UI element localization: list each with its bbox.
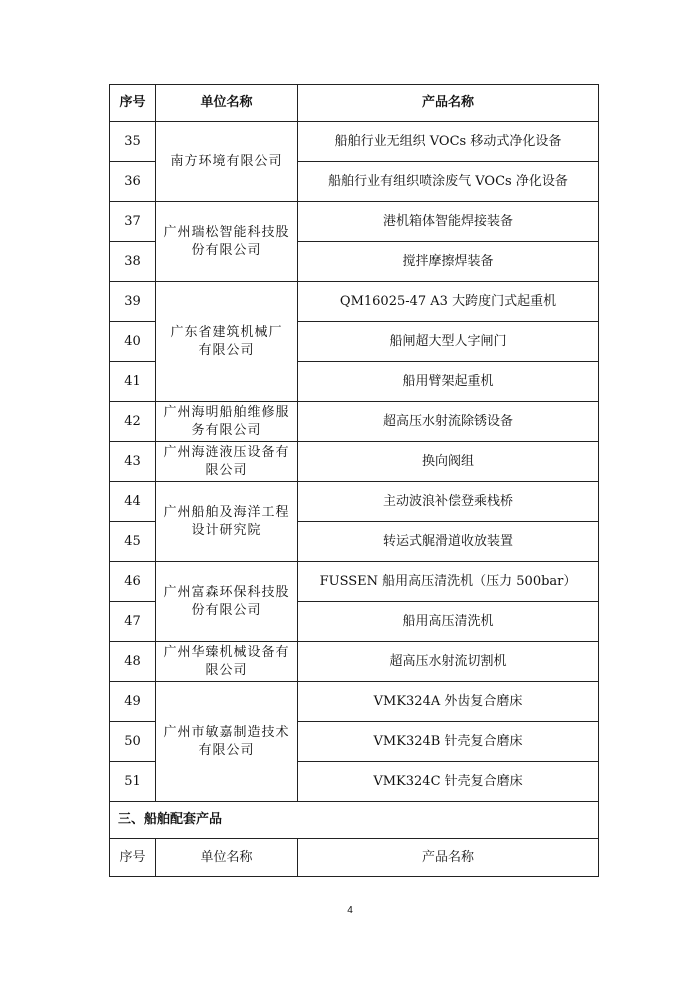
row-seq: 45 (110, 522, 156, 562)
company-name-line1: 广州海涟液压设备有 (163, 444, 290, 460)
company-name-line1: 广州瑞松智能科技股 (163, 224, 290, 240)
row-seq: 38 (110, 242, 156, 282)
company-cell (156, 642, 298, 682)
header-seq: 序号 (110, 85, 156, 122)
company-name-line1: 广州华臻机械设备有 (163, 644, 290, 660)
company-name-line2: 设计研究院 (191, 522, 262, 538)
row-product: 超高压水射流切割机 (298, 642, 599, 682)
company-name: 南方环境有限公司 (170, 153, 283, 169)
row-seq: 42 (110, 402, 156, 442)
footer-header-product: 产品名称 (298, 839, 599, 877)
row-seq: 40 (110, 322, 156, 362)
company-name-line1: 广州船舶及海洋工程 (163, 504, 290, 520)
company-name-line2: 份有限公司 (191, 602, 262, 618)
row-seq: 49 (110, 682, 156, 722)
company-cell (156, 282, 298, 402)
row-seq: 51 (110, 762, 156, 802)
company-cell (156, 402, 298, 442)
row-seq: 48 (110, 642, 156, 682)
row-product: 转运式艉滑道收放装置 (298, 522, 599, 562)
table-row (110, 482, 599, 522)
page-number: 4 (347, 905, 353, 916)
company-cell (156, 562, 298, 642)
company-name-line1: 广州富森环保科技股 (163, 584, 290, 600)
row-seq: 37 (110, 202, 156, 242)
table-row (110, 282, 599, 322)
row-seq: 47 (110, 602, 156, 642)
header-product: 产品名称 (298, 85, 599, 122)
header-unit: 单位名称 (156, 85, 298, 122)
company-name-line1: 广东省建筑机械厂 (170, 324, 283, 340)
company-cell (156, 482, 298, 562)
row-product: 搅拌摩擦焊装备 (298, 242, 599, 282)
table-row (110, 442, 599, 482)
row-seq: 41 (110, 362, 156, 402)
footer-header-unit: 单位名称 (156, 839, 298, 877)
row-product: VMK324C 针壳复合磨床 (298, 762, 599, 802)
row-seq: 44 (110, 482, 156, 522)
row-seq: 43 (110, 442, 156, 482)
row-seq: 46 (110, 562, 156, 602)
footer-header-seq: 序号 (110, 839, 156, 877)
row-product: QM16025-47 A3 大跨度门式起重机 (298, 282, 599, 322)
row-product: 船舶行业有组织喷涂废气 VOCs 净化设备 (298, 162, 599, 202)
row-product: 船用臂架起重机 (298, 362, 599, 402)
row-seq: 35 (110, 122, 156, 162)
company-cell (156, 682, 298, 802)
row-product: 主动波浪补偿登乘栈桥 (298, 482, 599, 522)
company-name-line2: 有限公司 (198, 342, 255, 358)
table-row (110, 562, 599, 602)
company-name-line2: 有限公司 (198, 742, 255, 758)
footer-header-row (110, 839, 599, 877)
row-product: 船用高压清洗机 (298, 602, 599, 642)
row-product: VMK324B 针壳复合磨床 (298, 722, 599, 762)
company-cell (156, 202, 298, 282)
row-seq: 36 (110, 162, 156, 202)
company-name-line1: 广州市敏嘉制造技术 (163, 724, 290, 740)
row-product: 船闸超大型人字闸门 (298, 322, 599, 362)
table-row (110, 402, 599, 442)
row-product: 超高压水射流除锈设备 (298, 402, 599, 442)
company-name-line2: 务有限公司 (191, 422, 262, 438)
table-row (110, 202, 599, 242)
company-name-line2: 限公司 (205, 662, 248, 678)
company-name-line2: 份有限公司 (191, 242, 262, 258)
table-row (110, 122, 599, 162)
header-row (110, 85, 599, 122)
section-title: 三、船舶配套产品 (110, 802, 599, 839)
table-row (110, 682, 599, 722)
section-row (110, 802, 599, 839)
row-product: 船舶行业无组织 VOCs 移动式净化设备 (298, 122, 599, 162)
row-product: 换向阀组 (298, 442, 599, 482)
company-name-line1: 广州海明船舶维修服 (163, 404, 290, 420)
table-row (110, 642, 599, 682)
products-table (109, 84, 599, 877)
company-name-line2: 限公司 (205, 462, 248, 478)
table-body (110, 85, 599, 877)
row-seq: 39 (110, 282, 156, 322)
company-cell (156, 122, 298, 202)
row-product: FUSSEN 船用高压清洗机（压力 500bar） (298, 562, 599, 602)
row-seq: 50 (110, 722, 156, 762)
row-product: VMK324A 外齿复合磨床 (298, 682, 599, 722)
row-product: 港机箱体智能焊接装备 (298, 202, 599, 242)
company-cell (156, 442, 298, 482)
